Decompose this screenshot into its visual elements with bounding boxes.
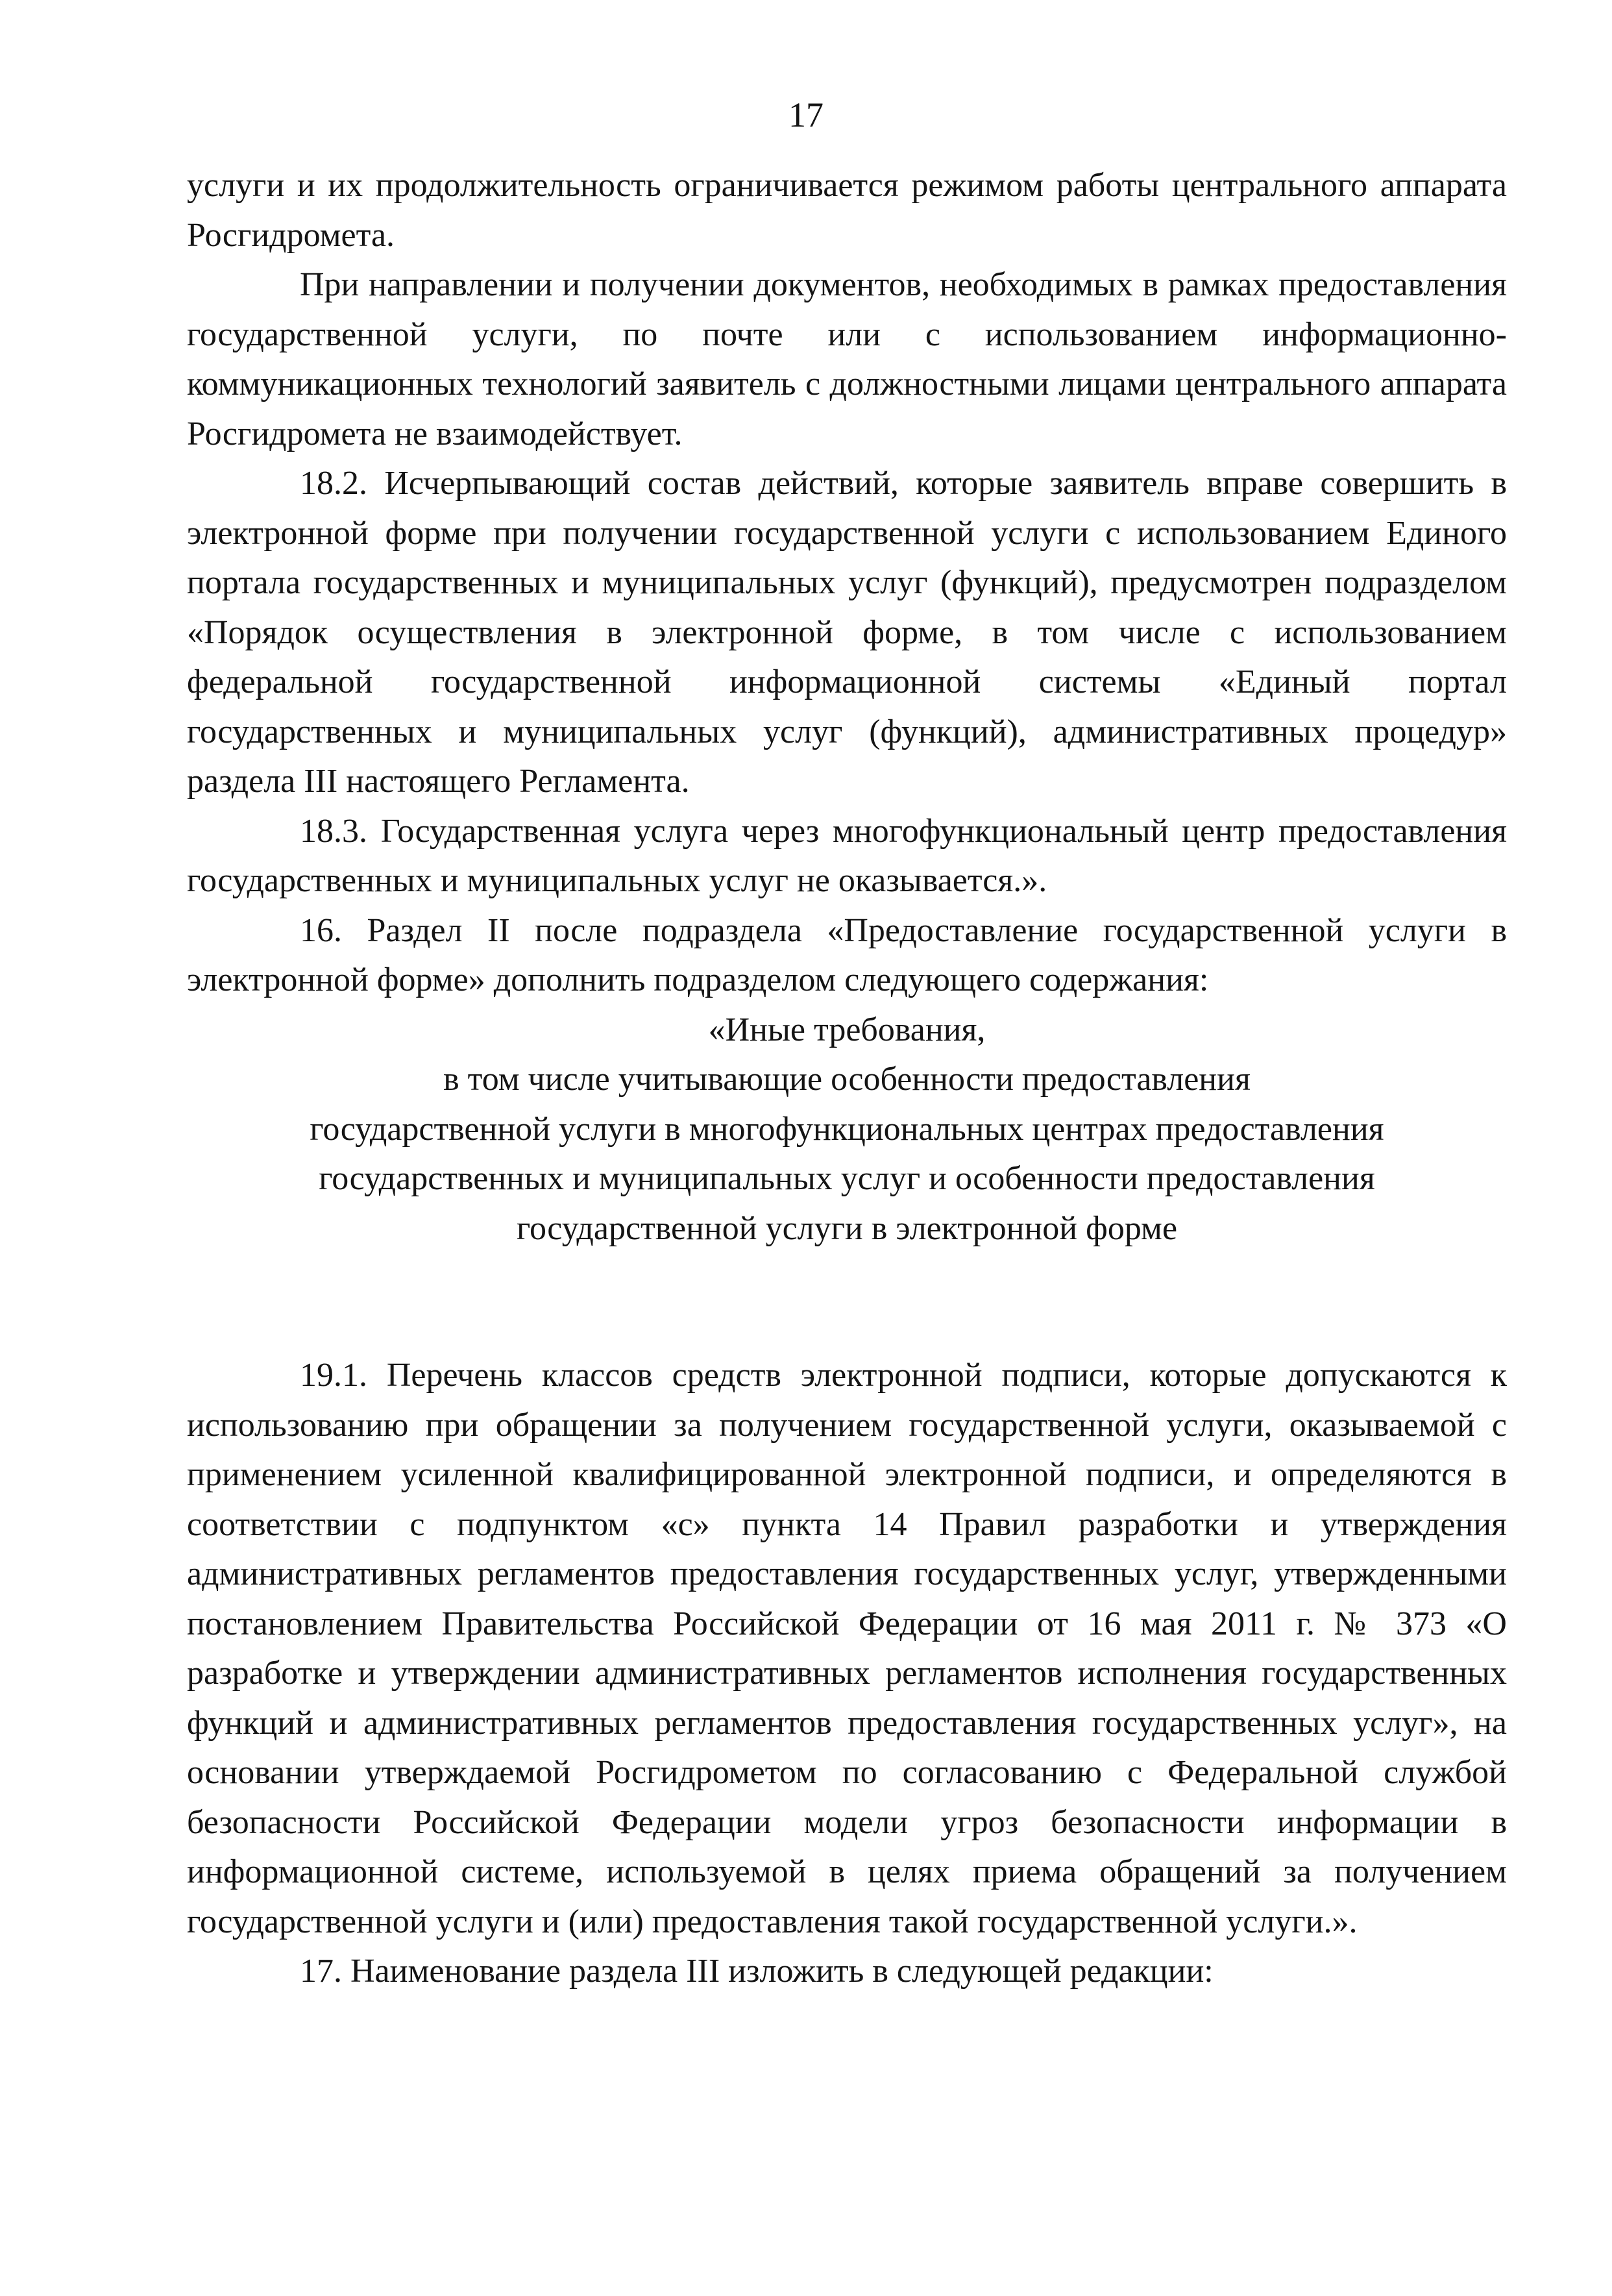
subsection-title [187, 1006, 1507, 1254]
spacer [187, 1253, 1507, 1351]
paragraph-continuation: услуги и их продолжительность ограничивается режимом работы центрального аппарата Росгидромета. [187, 167, 1507, 254]
paragraph-18-3: 18.3. Государственная услуга через многофункциональный центр предоставления государственных и муниципальных услуг не оказывается.». [187, 812, 1507, 899]
page-number: 17 [788, 95, 824, 134]
paragraph-item-17: 17. Наименование раздела III изложить в следующей редакции: [300, 1953, 1214, 1990]
subsection-title-line: «Иные требования, [708, 1011, 986, 1048]
paragraph-document-exchange: При направлении и получении документов, необходимых в рамках предоставления государственной услуги, по почте или с использованием информационно-коммуникационных технологий заявитель с должностными лицами центрального аппарата Росгидромета не взаимодействует. [187, 266, 1507, 452]
subsection-title-line: государственных и муниципальных услуг и особенности предоставления [319, 1160, 1375, 1197]
subsection-title-line: государственной услуги в электронной форме [516, 1209, 1178, 1247]
subsection-title-line: государственной услуги в многофункциональных центрах предоставления [310, 1110, 1384, 1148]
subsection-title-line: в том числе учитывающие особенности предоставления [443, 1061, 1251, 1098]
paragraph-18-2: 18.2. Исчерпывающий состав действий, которые заявитель вправе совершить в электронной форме при получении государственной услуги с использованием Единого портала государственных и муниципальных услуг (функций), предусмотрен подразделом «Порядок осуществления в электронной форме, в том числе с использованием федеральной государственной информационной системы «Единый портал государственных и муниципальных услуг (функций), административных процедур» раздела III настоящего Регламента. [187, 465, 1507, 800]
document-body [187, 161, 1507, 1997]
paragraph-19-1: 19.1. Перечень классов средств электронной подписи, которые допускаются к использованию при обращении за получением государственной услуги, оказываемой с применением усиленной квалифицированной электронной подписи, и определяются в соответствии с подпунктом «с» пункта 14 Правил разработки и утверждения административных регламентов предоставления государственных услуг, утвержденными постановлением Правительства Российской Федерации от 16 мая 2011 г. № 373 «О разработке и утверждении административных регламентов исполнения государственных функций и административных регламентов предоставления государственных услуг», на основании утверждаемой Росгидрометом по согласованию с Федеральной службой безопасности Российской Федерации модели угроз безопасности информации в информационной системе, используемой в целях приема обращений за получением государственной услуги и (или) предоставления такой государственной услуги.». [187, 1357, 1507, 1940]
paragraph-item-16: 16. Раздел II после подраздела «Предоставление государственной услуги в электронной форме» дополнить подразделом следующего содержания: [187, 911, 1507, 998]
